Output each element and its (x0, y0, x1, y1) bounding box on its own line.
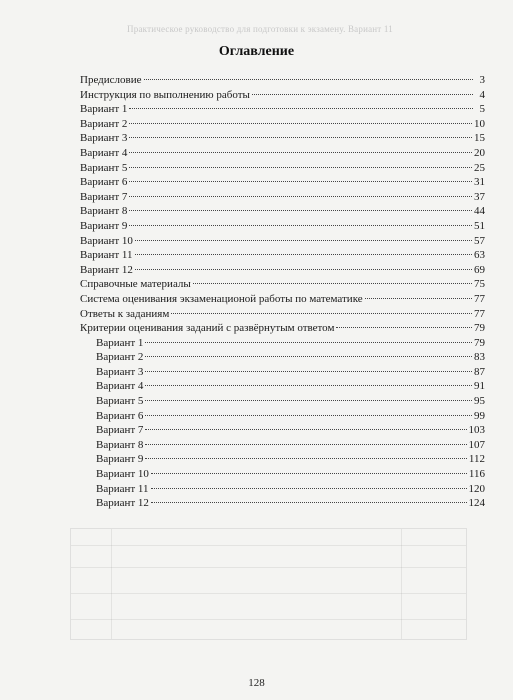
toc-subentry (80, 379, 485, 394)
toc-subentry (80, 365, 485, 380)
toc-entry (80, 292, 485, 307)
toc-subentry (80, 394, 485, 409)
toc-entry-title: Вариант 9 (80, 219, 128, 232)
toc-entry-page: 63 (474, 249, 485, 262)
toc-entry-title: Вариант 6 (96, 409, 144, 422)
toc-entry-title: Вариант 7 (96, 424, 144, 437)
dot-leader (129, 108, 473, 109)
toc-entry-title: Вариант 11 (96, 482, 149, 495)
toc-entry-title: Вариант 7 (80, 190, 128, 203)
dot-leader (145, 385, 472, 386)
toc-entry-title: Вариант 3 (96, 365, 144, 378)
dot-leader (171, 313, 472, 314)
toc-entry-title: Ответы к заданиям (80, 307, 170, 320)
toc-entry-page: 25 (474, 161, 485, 174)
toc-entry-page: 79 (474, 322, 485, 335)
bleed-through-table (70, 528, 467, 640)
toc-entry-page: 87 (474, 365, 485, 378)
toc-entry-page: 124 (468, 497, 485, 510)
toc-entry (80, 175, 485, 190)
dot-leader (129, 210, 472, 211)
toc-entry-title: Вариант 5 (96, 395, 144, 408)
toc-entry (80, 219, 485, 234)
dot-leader (129, 137, 472, 138)
toc-entry-page: 79 (474, 336, 485, 349)
toc-entry-title: Вариант 10 (96, 468, 149, 481)
toc-entry-title: Система оценивания экзаменационой работы по математике (80, 292, 363, 305)
toc-entry-page: 120 (468, 482, 485, 495)
dot-leader (129, 152, 472, 153)
toc-entry (80, 321, 485, 336)
dot-leader (145, 415, 472, 416)
toc-entry-page: 91 (474, 380, 485, 393)
toc-entry-title: Вариант 6 (80, 176, 128, 189)
toc-entry-title: Вариант 1 (96, 336, 144, 349)
toc-entry-title: Вариант 2 (96, 351, 144, 364)
toc-entry (80, 73, 485, 88)
toc-entry-title: Вариант 5 (80, 161, 128, 174)
dot-leader (252, 94, 473, 95)
toc-entry-page: 4 (479, 88, 485, 101)
toc-entry-title: Вариант 8 (96, 438, 144, 451)
toc-entry (80, 88, 485, 103)
toc-entry-title: Вариант 12 (96, 497, 149, 510)
toc-entry (80, 131, 485, 146)
toc-entry-page: 10 (474, 117, 485, 130)
toc-entry (80, 204, 485, 219)
toc-entry-title: Вариант 11 (80, 249, 133, 262)
dot-leader (193, 283, 472, 284)
toc-entry (80, 234, 485, 249)
toc-entry-title: Вариант 4 (96, 380, 144, 393)
toc-entry-page: 5 (479, 103, 485, 116)
toc-entry-page: 77 (474, 292, 485, 305)
running-header: Практическое руководство для подготовки к экзамену. Вариант 11 (127, 24, 393, 34)
toc-entry-page: 103 (468, 424, 485, 437)
toc-entry-page: 51 (474, 219, 485, 232)
dot-leader (151, 488, 467, 489)
dot-leader (135, 240, 472, 241)
toc-entry (80, 117, 485, 132)
toc-entry-title: Критерии оценивания заданий с развёрнутым ответом (80, 322, 335, 335)
page-number: 128 (248, 677, 265, 689)
toc-entry-title: Вариант 1 (80, 103, 128, 116)
dot-leader (129, 167, 472, 168)
toc-entry-title: Вариант 3 (80, 132, 128, 145)
toc-entry-title: Вариант 2 (80, 117, 128, 130)
dot-leader (151, 473, 467, 474)
toc-entry (80, 190, 485, 205)
toc-entry (80, 263, 485, 278)
dot-leader (129, 123, 472, 124)
dot-leader (129, 196, 472, 197)
toc-entry-title: Предисловие (80, 74, 142, 86)
toc-entry-page: 44 (474, 205, 485, 218)
toc-entry (80, 277, 485, 292)
toc-entry-page: 77 (474, 307, 485, 320)
dot-leader (145, 444, 466, 445)
toc-entry-page: 57 (474, 234, 485, 247)
toc-subentry (80, 350, 485, 365)
dot-leader (129, 225, 472, 226)
toc-entry (80, 248, 485, 263)
dot-leader (129, 181, 472, 182)
toc-subentry (80, 496, 485, 511)
dot-leader (135, 254, 472, 255)
toc-entry-title: Инструкция по выполнению работы (80, 88, 250, 101)
toc-entry-title: Вариант 9 (96, 453, 144, 466)
toc-subentry (80, 409, 485, 424)
toc-entry (80, 146, 485, 161)
dot-leader (365, 298, 472, 299)
toc-subentry (80, 452, 485, 467)
toc-entry (80, 161, 485, 176)
toc-entry-page: 99 (474, 409, 485, 422)
toc-entry-page: 37 (474, 190, 485, 203)
toc-entry-page: 75 (474, 278, 485, 291)
dot-leader (145, 356, 472, 357)
toc-entry-page: 116 (468, 468, 485, 481)
toc-subentry (80, 438, 485, 453)
toc-subentry (80, 467, 485, 482)
toc-subentry (80, 482, 485, 497)
toc-entry-title: Справочные материалы (80, 278, 191, 291)
dot-leader (144, 79, 474, 80)
toc-entry-page: 31 (474, 176, 485, 189)
dot-leader (145, 342, 472, 343)
page-title: Оглавление (218, 44, 295, 59)
dot-leader (336, 327, 472, 328)
dot-leader (135, 269, 472, 270)
toc-entry-page: 69 (474, 263, 485, 276)
toc-entry-page: 15 (474, 132, 485, 145)
toc-entry-title: Вариант 8 (80, 205, 128, 218)
toc-entry (80, 102, 485, 117)
dot-leader (145, 400, 472, 401)
dot-leader (145, 458, 466, 459)
dot-leader (145, 371, 472, 372)
toc-entry-page: 83 (474, 351, 485, 364)
toc-entry-page: 20 (474, 146, 485, 159)
toc-entry (80, 307, 485, 322)
dot-leader (151, 502, 467, 503)
toc-entry-title: Вариант 10 (80, 234, 133, 247)
table-of-contents (80, 73, 485, 511)
toc-entry-title: Вариант 4 (80, 146, 128, 159)
dot-leader (145, 429, 466, 430)
toc-entry-page: 112 (468, 453, 485, 466)
toc-entry-page: 3 (479, 74, 485, 86)
toc-entry-title: Вариант 12 (80, 263, 133, 276)
toc-entry-page: 107 (468, 438, 485, 451)
toc-entry-page: 95 (474, 395, 485, 408)
toc-subentry (80, 336, 485, 351)
toc-subentry (80, 423, 485, 438)
